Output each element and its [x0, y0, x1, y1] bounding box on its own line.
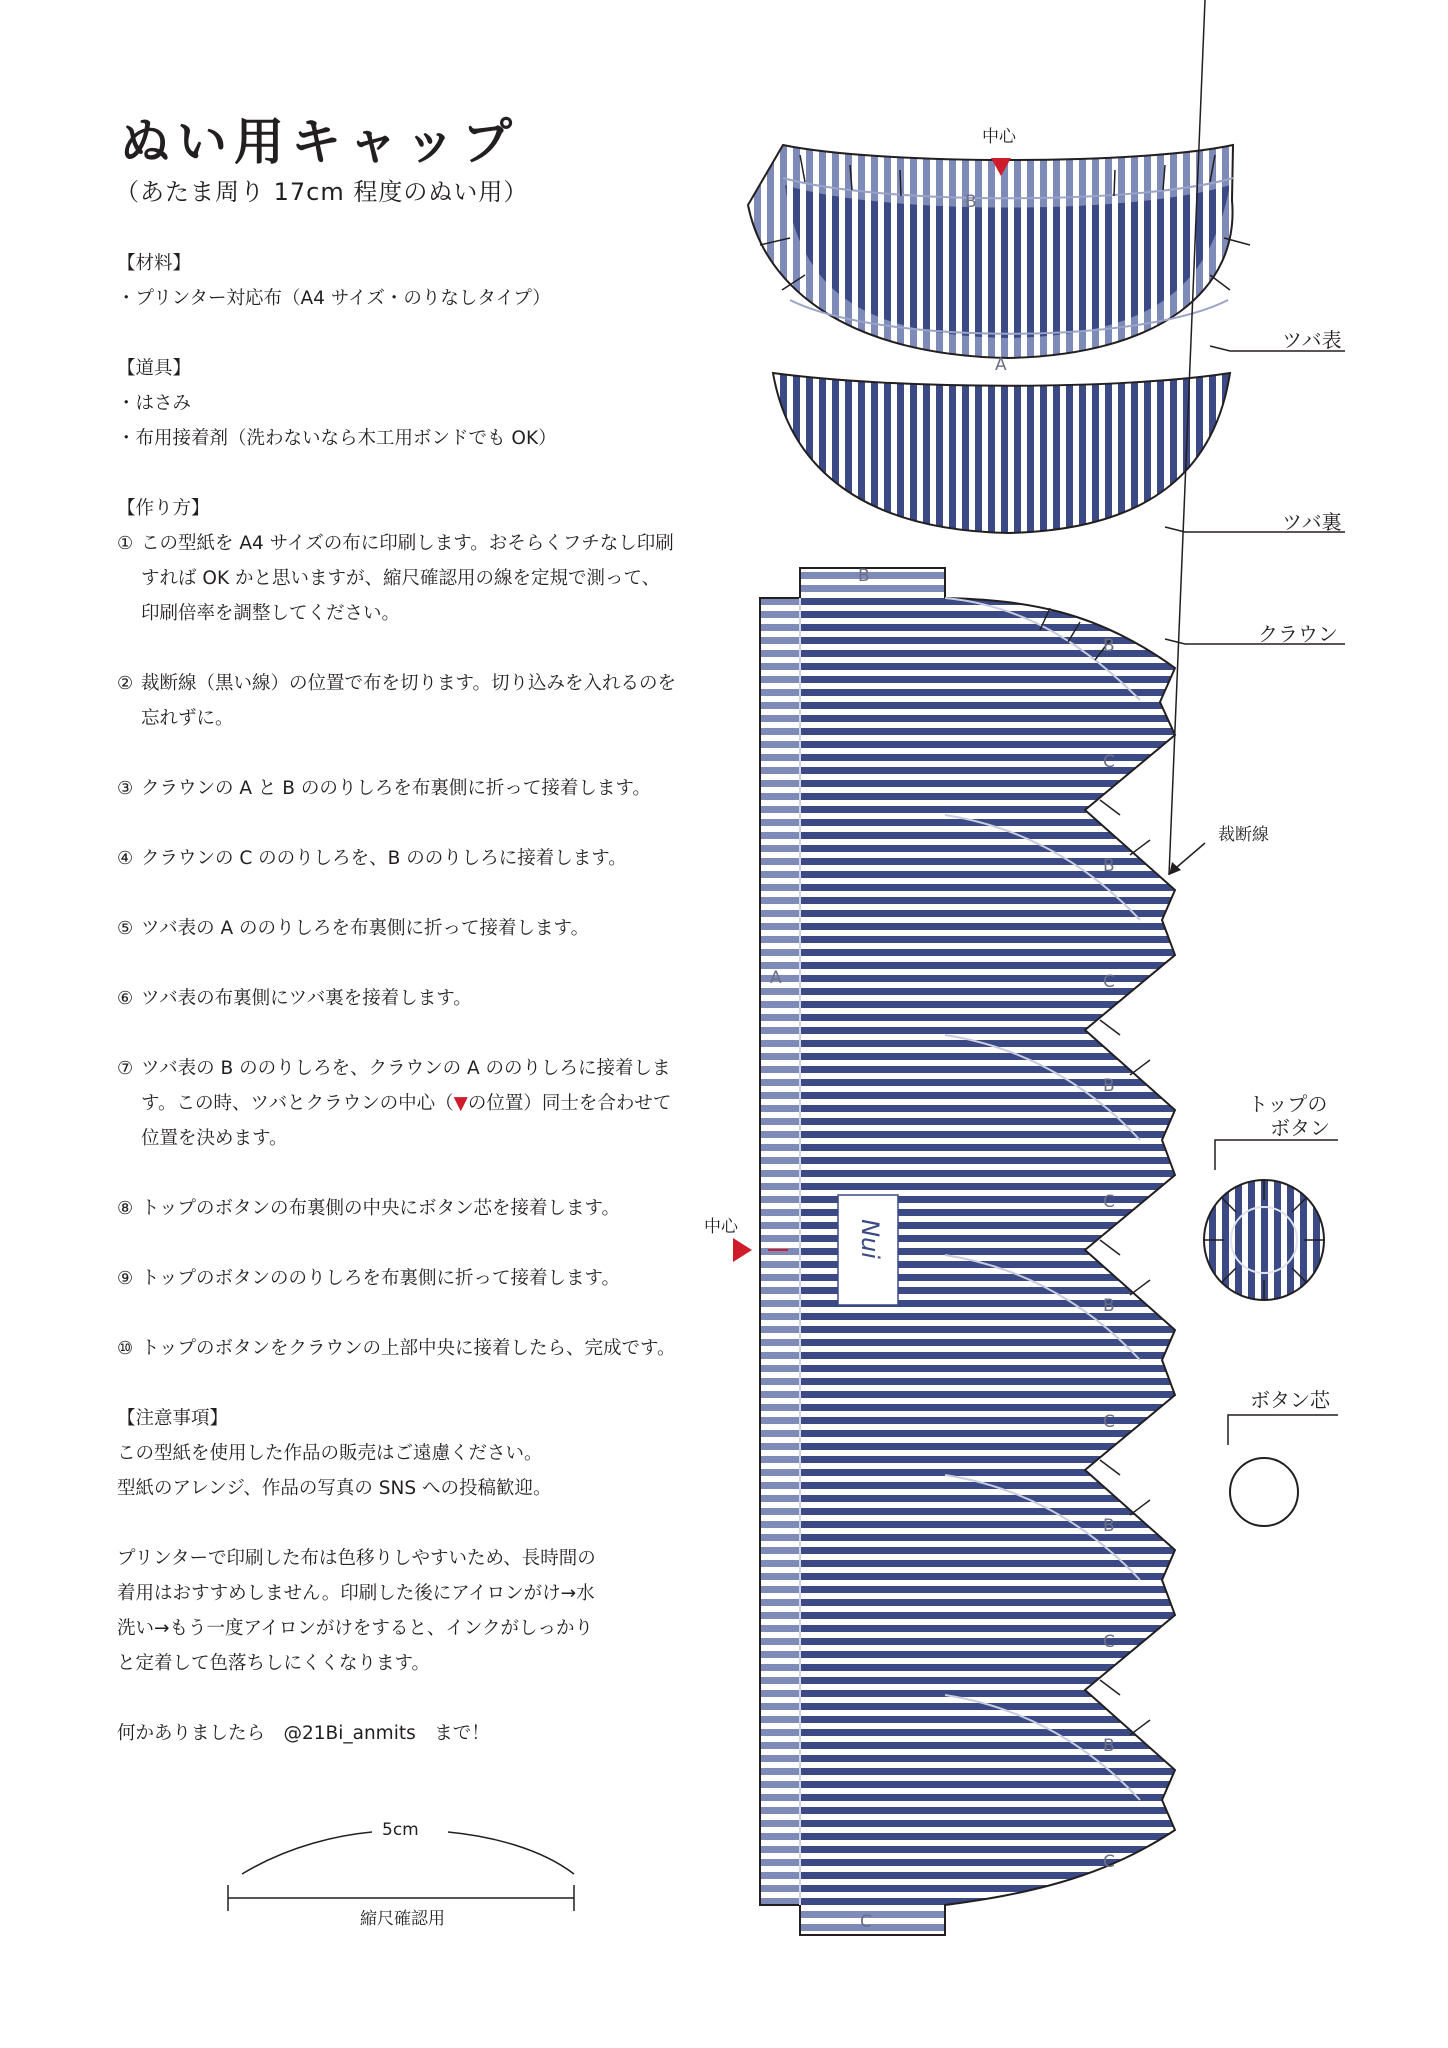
step-text: トップのボタンののりしろを布裏側に折って接着します。: [141, 1268, 620, 1289]
tools-heading: 【道具】: [117, 358, 192, 379]
step-number: ⑧: [117, 1198, 134, 1219]
step-number: ①: [117, 533, 134, 554]
tab-letter: C: [1103, 1192, 1115, 1212]
brim-top-piece: [748, 145, 1250, 358]
scale-length-label: 5cm: [382, 1820, 419, 1840]
step-number: ⑥: [117, 988, 134, 1009]
notes-line: 型紙のアレンジ、作品の写真の SNS への投稿歓迎。: [117, 1478, 552, 1499]
materials-heading: 【材料】: [117, 253, 192, 274]
crown-label: クラウン: [1258, 622, 1338, 646]
tools-item: ・布用接着剤（洗わないなら木工用ボンドでも OK）: [117, 428, 557, 449]
step-number: ④: [117, 848, 134, 869]
step-text: ツバ表の布裏側にツバ裏を接着します。: [141, 988, 472, 1009]
tab-letter: B: [858, 566, 870, 586]
brim-under-piece: [773, 373, 1230, 533]
logo-text: Nui: [855, 1219, 884, 1259]
step-number: ⑦: [117, 1058, 134, 1079]
step-text: 裁断線（黒い線）の位置で布を切ります。切り込みを入れるのを忘れずに。: [141, 673, 677, 729]
tab-letter: C: [1103, 752, 1115, 772]
step-text: ツバ表の B ののりしろを、クラウンの A ののりしろに接着します。この時、ツバとクラウンの中心（▼の位置）同士を合わせて位置を決めます。: [141, 1058, 672, 1149]
step-text: この型紙を A4 サイズの布に印刷します。おそらくフチなし印刷すれば OK かと思いますが、縮尺確認用の線を定規で測って、印刷倍率を調整してください。: [141, 533, 674, 624]
step-text: クラウンの A と B ののりしろを布裏側に折って接着します。: [141, 778, 651, 799]
button-core-label: ボタン芯: [1250, 1388, 1330, 1412]
tab-letter: C: [860, 1912, 872, 1932]
step-text: クラウンの C ののりしろを、B ののりしろに接着します。: [141, 848, 627, 869]
tab-letter: C: [1103, 1852, 1115, 1872]
tab-letter: C: [1103, 972, 1115, 992]
cut-line-label: 裁断線: [1218, 825, 1269, 845]
page-title: ぬい用キャップ: [120, 113, 519, 171]
button-core-piece: [1230, 1458, 1298, 1526]
step-text: トップのボタンをクラウンの上部中央に接着したら、完成です。: [141, 1338, 676, 1359]
crown-piece: [760, 560, 1180, 1940]
step-number: ⑩: [117, 1338, 134, 1359]
tab-letter: B: [1103, 1736, 1115, 1756]
step-text: トップのボタンの布裏側の中央にボタン芯を接着します。: [141, 1198, 620, 1219]
notes-line: この型紙を使用した作品の販売はご遠慮ください。: [117, 1443, 543, 1464]
scale-bar: [228, 1832, 574, 1911]
brim-under-label: ツバ裏: [1282, 510, 1342, 534]
brim-center-label: 中心: [982, 127, 1016, 147]
tools-item: ・はさみ: [117, 393, 192, 414]
print-note-line: 洗い→もう一度アイロンがけをすると、インクがしっかり: [117, 1618, 593, 1639]
print-note-line: と定着して色落ちしにくくなります。: [117, 1653, 431, 1674]
howto-heading: 【作り方】: [117, 498, 210, 519]
step-number: ②: [117, 673, 134, 694]
print-note-line: プリンターで印刷した布は色移りしやすいため、長時間の: [117, 1548, 596, 1569]
contact-line: 何かありましたら @21Bi_anmits まで！: [117, 1723, 490, 1744]
step-number: ③: [117, 778, 134, 799]
top-button-piece: [1204, 1180, 1324, 1300]
crown-center-label: 中心: [704, 1217, 738, 1237]
step-number: ⑤: [117, 918, 134, 939]
top-button-label-2: ボタン: [1270, 1116, 1330, 1140]
tab-letter: C: [1103, 1412, 1115, 1432]
tab-letter: B: [965, 192, 977, 212]
crown-center-marker-icon: [733, 1238, 752, 1262]
step-text: ツバ表の A ののりしろを布裏側に折って接着します。: [141, 918, 590, 939]
tab-letter: A: [770, 968, 782, 988]
print-note-line: 着用はおすすめしません。印刷した後にアイロンがけ→水: [117, 1583, 595, 1604]
tab-letter: C: [1103, 1632, 1115, 1652]
brim-top-label: ツバ表: [1282, 328, 1342, 352]
tab-letter: B: [1103, 1516, 1115, 1536]
center-marker-icon: ▼: [453, 1093, 468, 1114]
tab-letter: B: [1103, 856, 1115, 876]
tab-letter: B: [1103, 1296, 1115, 1316]
scale-caption: 縮尺確認用: [360, 1909, 445, 1929]
tab-letter: A: [995, 355, 1007, 375]
top-button-label-1: トップの: [1248, 1092, 1328, 1116]
step-number: ⑨: [117, 1268, 134, 1289]
tab-letter: B: [1103, 636, 1115, 656]
notes-heading: 【注意事項】: [117, 1408, 229, 1429]
tab-letter: B: [1103, 1076, 1115, 1096]
page-subtitle: （あたま周り 17cm 程度のぬい用）: [115, 178, 529, 206]
materials-item: ・プリンター対応布（A4 サイズ・のりなしタイプ）: [117, 288, 551, 309]
